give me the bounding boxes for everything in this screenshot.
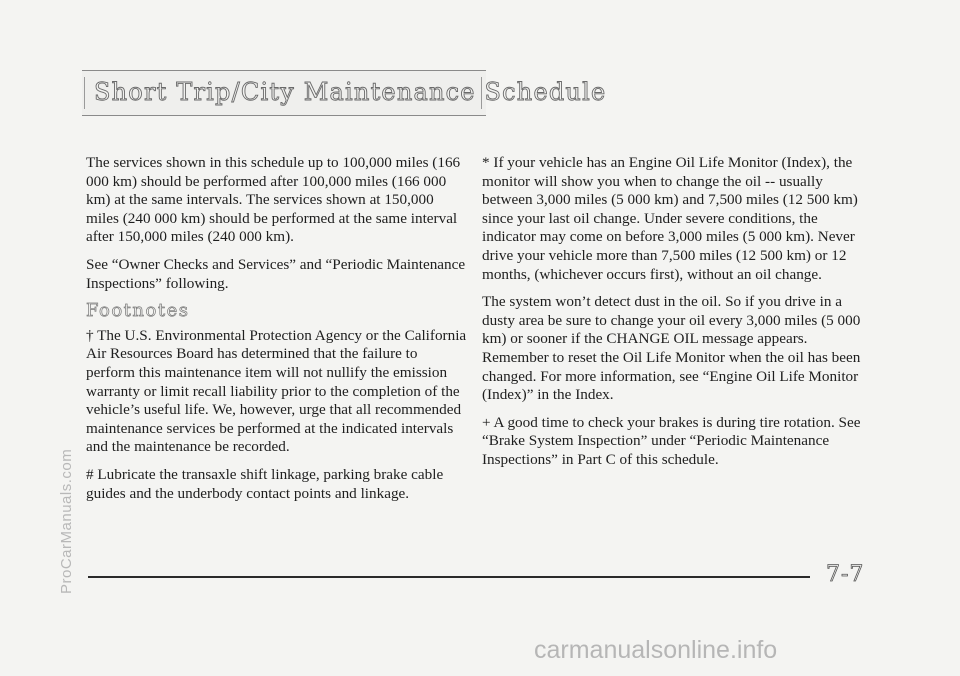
footnotes-heading: Footnotes: [86, 300, 190, 322]
side-watermark: ProCarManuals.com: [58, 448, 75, 594]
bottom-rule: [88, 576, 810, 578]
section-title-box: [82, 70, 607, 116]
footnote-plus: + A good time to check your brakes is during tire rotation. See “Brake System Inspection” under “Periodic Maintenance Inspections” in Part C of this schedule.: [482, 413, 861, 468]
section-title: Short Trip/City Maintenance Schedule: [94, 78, 607, 106]
footnote-asterisk: * If your vehicle has an Engine Oil Life Monitor (Index), the monitor will show you when to change the oil -- usually between 3,000 miles (5 000 km) and 7,500 miles (12 500 km) since your last oil change. Under severe conditions, the indicator may come on before 3,000 miles (5 000 km). Never drive your vehicle more than 7,500 miles (12 500 km) or 12 months, (whichever occurs first), without an oil change.: [482, 154, 858, 283]
dust-paragraph: The system won’t detect dust in the oil. So if you drive in a dusty area be sure to change your oil every 3,000 miles (5 000 km) or sooner if the CHANGE OIL message appears. Remember to reset the Oil Life Monitor when the oil has been changed. For more information, see “Engine Oil Life Monitor (Index)” in the Index.: [482, 293, 861, 404]
right-column: [482, 154, 872, 479]
footnote-dagger: † The U.S. Environmental Protection Agency or the California Air Resources Board has determined that the failure to perform this maintenance item will not nullify the emission warranty or limit recall liability prior to the completion of the vehicle’s useful life. We, however, urge that all recommended maintenance services be performed at the indicated intervals and the maintenance be recorded.: [86, 326, 467, 456]
footnote-hash: # Lubricate the transaxle shift linkage, parking brake cable guides and the underbody contact points and linkage.: [86, 465, 444, 502]
see-also-paragraph: See “Owner Checks and Services” and “Periodic Maintenance Inspections” following.: [86, 255, 466, 292]
page-number: 7-7: [826, 562, 865, 587]
left-column: [86, 154, 470, 512]
intro-paragraph: The services shown in this schedule up to 100,000 miles (166 000 km) should be performed after 100,000 miles (166 000 km) at the same intervals. The services shown at 150,000 miles (240 000 km) should be performed at the same interval after 150,000 miles (240 000 km).: [86, 154, 461, 246]
title-box-left-edge: [84, 77, 85, 109]
footer-watermark: carmanualsonline.info: [534, 636, 778, 664]
